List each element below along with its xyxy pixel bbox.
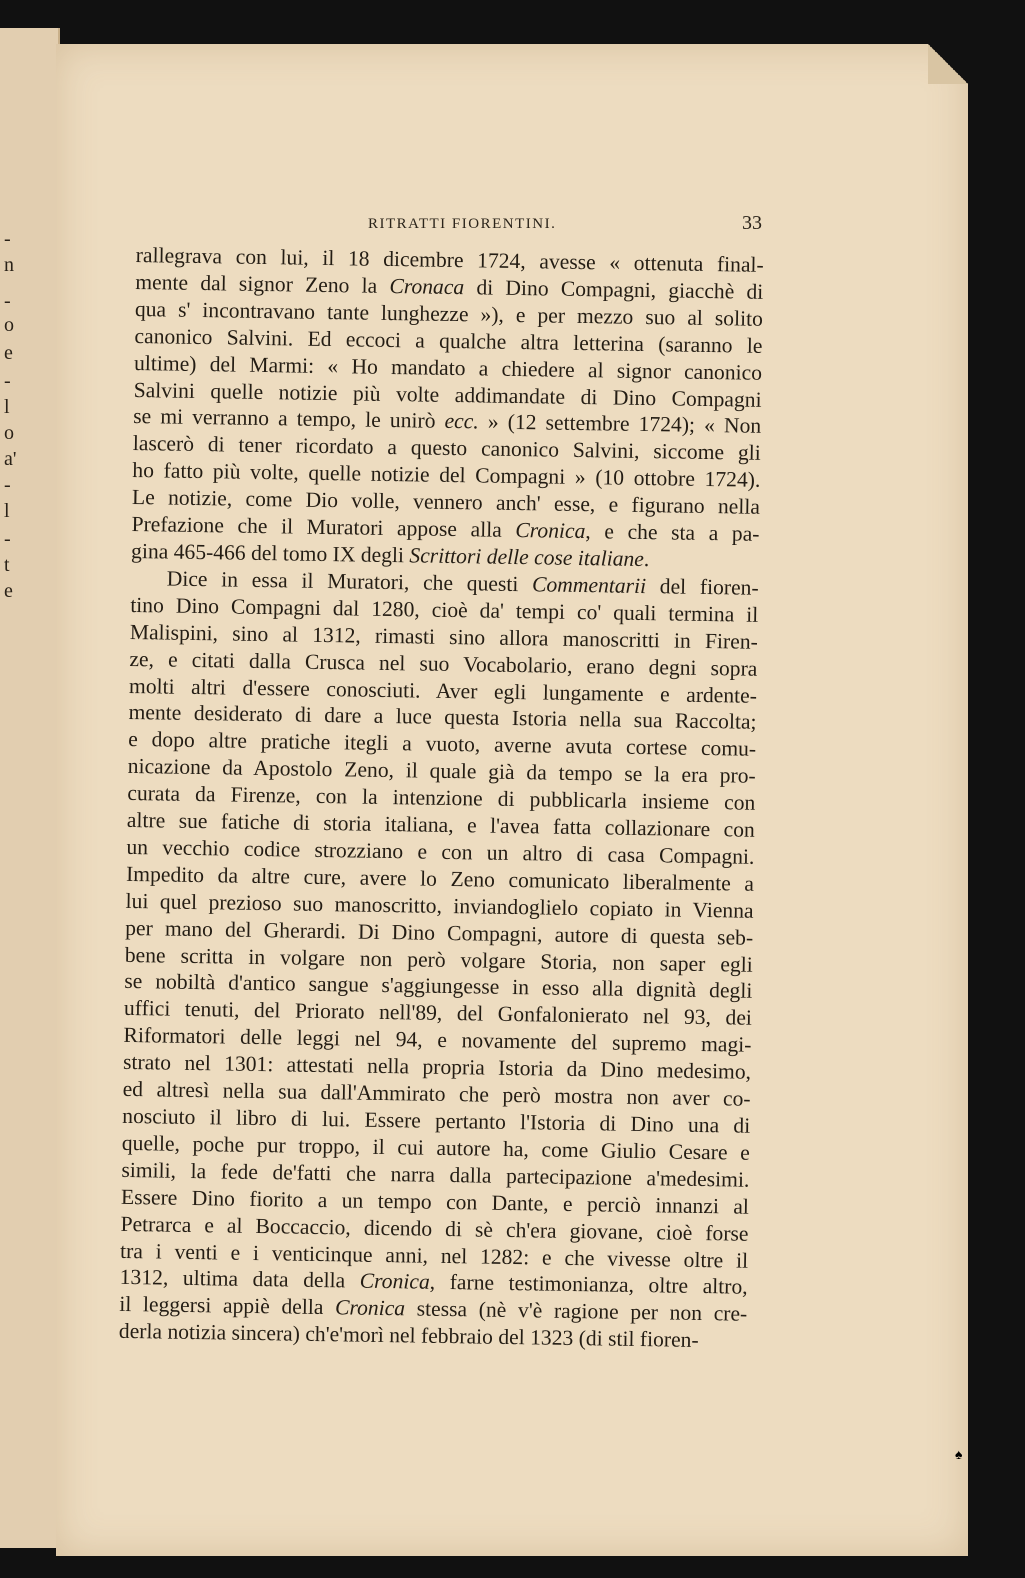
text-line: mente desiderato di dare a luce questa Istoria nella sua Raccolta; — [128, 700, 757, 735]
left-page-edge — [0, 28, 60, 1548]
text-line: 1312, ultima data della Cronica, farne testimonianza, oltre altro, — [119, 1265, 748, 1300]
left-page-fragment: - — [4, 228, 11, 250]
text-line: e dopo altre pratiche itegli a vuoto, averne avuta cortese comu- — [128, 727, 757, 762]
text-line: molti altri d'essere conosciuti. Aver egli lungamente e ardente- — [128, 673, 758, 708]
text-line: rallegrava con lui, il 18 dicembre 1724, avesse « ottenuta final- — [135, 242, 764, 277]
text-line: Le notizie, come Dio volle, vennero anch' esse, e figurano nella — [131, 485, 761, 519]
text-line: curata da Firenze, con la intenzione di pubblicarla insieme con — [127, 781, 756, 815]
text-line: il leggersi appiè della Cronica stessa (nè v'è ragione per non cre- — [119, 1292, 748, 1327]
body-text — [119, 242, 764, 1355]
text-line: gina 465-466 del tomo IX degli Scrittori delle cose italiane. — [130, 538, 650, 572]
left-page-fragment: l — [4, 396, 10, 418]
text-line: Prefazione che il Muratori appose alla Cronica, e che sta a pa- — [131, 512, 760, 546]
text-line: nosciuto il libro di lui. Essere pertanto l'Istoria di Dino una di — [122, 1103, 751, 1138]
text-line: altre sue fatiche di storia italiana, e l'avea fatta collazionare con — [126, 807, 756, 842]
text-line: Petrarca e al Boccaccio, dicendo di sè ch'era giovane, cioè forse — [120, 1211, 749, 1246]
page-fold-corner — [928, 44, 968, 84]
text-line: tino Dino Compagni dal 1280, cioè da' tempi co' quali termina il — [130, 592, 759, 627]
left-page-fragment: e — [4, 580, 13, 602]
text-line: canonico Salvini. Ed eccoci a qualche altra letterina (saranno le — [134, 323, 763, 358]
text-line: qua s' incontravano tante lunghezze »), e per mezzo suo al solito — [134, 296, 764, 331]
text-line: se mi verranno a tempo, le unirò ecc. » (12 settembre 1724); « Non — [133, 404, 762, 439]
text-line: bene scritta in volgare non però volgare Storia, non saper egli — [124, 942, 753, 977]
left-page-fragment: e — [4, 342, 13, 364]
page-header — [56, 212, 968, 242]
text-line: strato nel 1301: attestati nella propria Istoria da Dino medesimo, — [122, 1050, 752, 1084]
left-page-fragment: - — [4, 370, 11, 392]
page-number: 33 — [742, 212, 762, 234]
text-line: ho fatto più volte, quelle notizie del Compagni » (10 ottobre 1724). — [132, 458, 761, 493]
text-line: per mano del Gherardi. Di Dino Compagni, autore di questa seb- — [125, 915, 754, 950]
text-line: un vecchio codice strozziano e con un altro di casa Compagni. — [126, 834, 755, 869]
running-head: RITRATTI FIORENTINI. — [368, 216, 557, 232]
text-line: derla notizia sincera) ch'e'morì nel febbraio del 1323 (di stil fioren- — [118, 1319, 699, 1353]
left-page-fragment: a' — [4, 448, 17, 470]
text-line: Essere Dino fiorito a un tempo con Dante, e perciò innanzi al — [120, 1184, 750, 1219]
text-line: ultime) del Marmi: « Ho mandato a chiedere al signor canonico — [133, 350, 763, 385]
text-line: Impedito da altre cure, avere lo Zeno comunicato liberalmente a — [125, 861, 755, 896]
left-page-fragment: - — [4, 290, 11, 312]
left-page-fragment: o — [4, 314, 14, 336]
text-line: Malispini, sino al 1312, rimasti sino allora manoscritti in Firen- — [129, 619, 758, 654]
text-line: se nobiltà d'antico sangue s'aggiungesse in esso alla dignità degli — [124, 969, 753, 1004]
text-line: quelle, poche pur troppo, il cui autore ha, come Giulio Cesare e — [121, 1130, 750, 1165]
text-line: lascerò di tener ricordato a questo canonico Salvini, siccome gli — [132, 431, 761, 466]
text-line: mente dal signor Zeno la Cronaca di Dino Compagni, giacchè di — [135, 269, 764, 304]
left-page-fragment: n — [4, 254, 14, 276]
ink-mark: ♠ — [955, 1448, 963, 1463]
left-page-fragment: l — [4, 500, 10, 522]
left-page-fragment: - — [4, 474, 11, 496]
text-line: Riformatori delle leggi nel 94, e novamente del supremo magi- — [123, 1023, 752, 1058]
left-page-fragment: t — [4, 554, 10, 576]
text-line: Salvini quelle notizie più volte addimandate di Dino Compagni — [133, 377, 762, 412]
text-line: uffici tenuti, del Priorato nell'89, del Gonfalonierato nel 93, dei — [123, 996, 753, 1031]
text-line: simili, la fede de'fatti che narra dalla partecipazione a'medesimi. — [121, 1157, 750, 1192]
text-line: ze, e citati dalla Crusca nel suo Vocabolario, erano degni sopra — [129, 646, 758, 681]
book-page — [56, 44, 968, 1556]
text-line: lui quel prezioso suo manoscritto, inviandoglielo copiato in Vienna — [125, 888, 754, 923]
left-page-fragment: - — [4, 528, 11, 550]
text-line: ed altresì nella sua dall'Ammirato che però mostra non aver co- — [122, 1076, 751, 1111]
text-line: nicazione da Apostolo Zeno, il quale già da tempo se la era pro- — [127, 754, 756, 789]
text-line: tra i venti e i venticinque anni, nel 1282: e che vivesse oltre il — [119, 1238, 749, 1273]
left-page-fragment: o — [4, 422, 14, 444]
text-line: Dice in essa il Muratori, che questi Commentarii del fioren- — [166, 566, 759, 600]
